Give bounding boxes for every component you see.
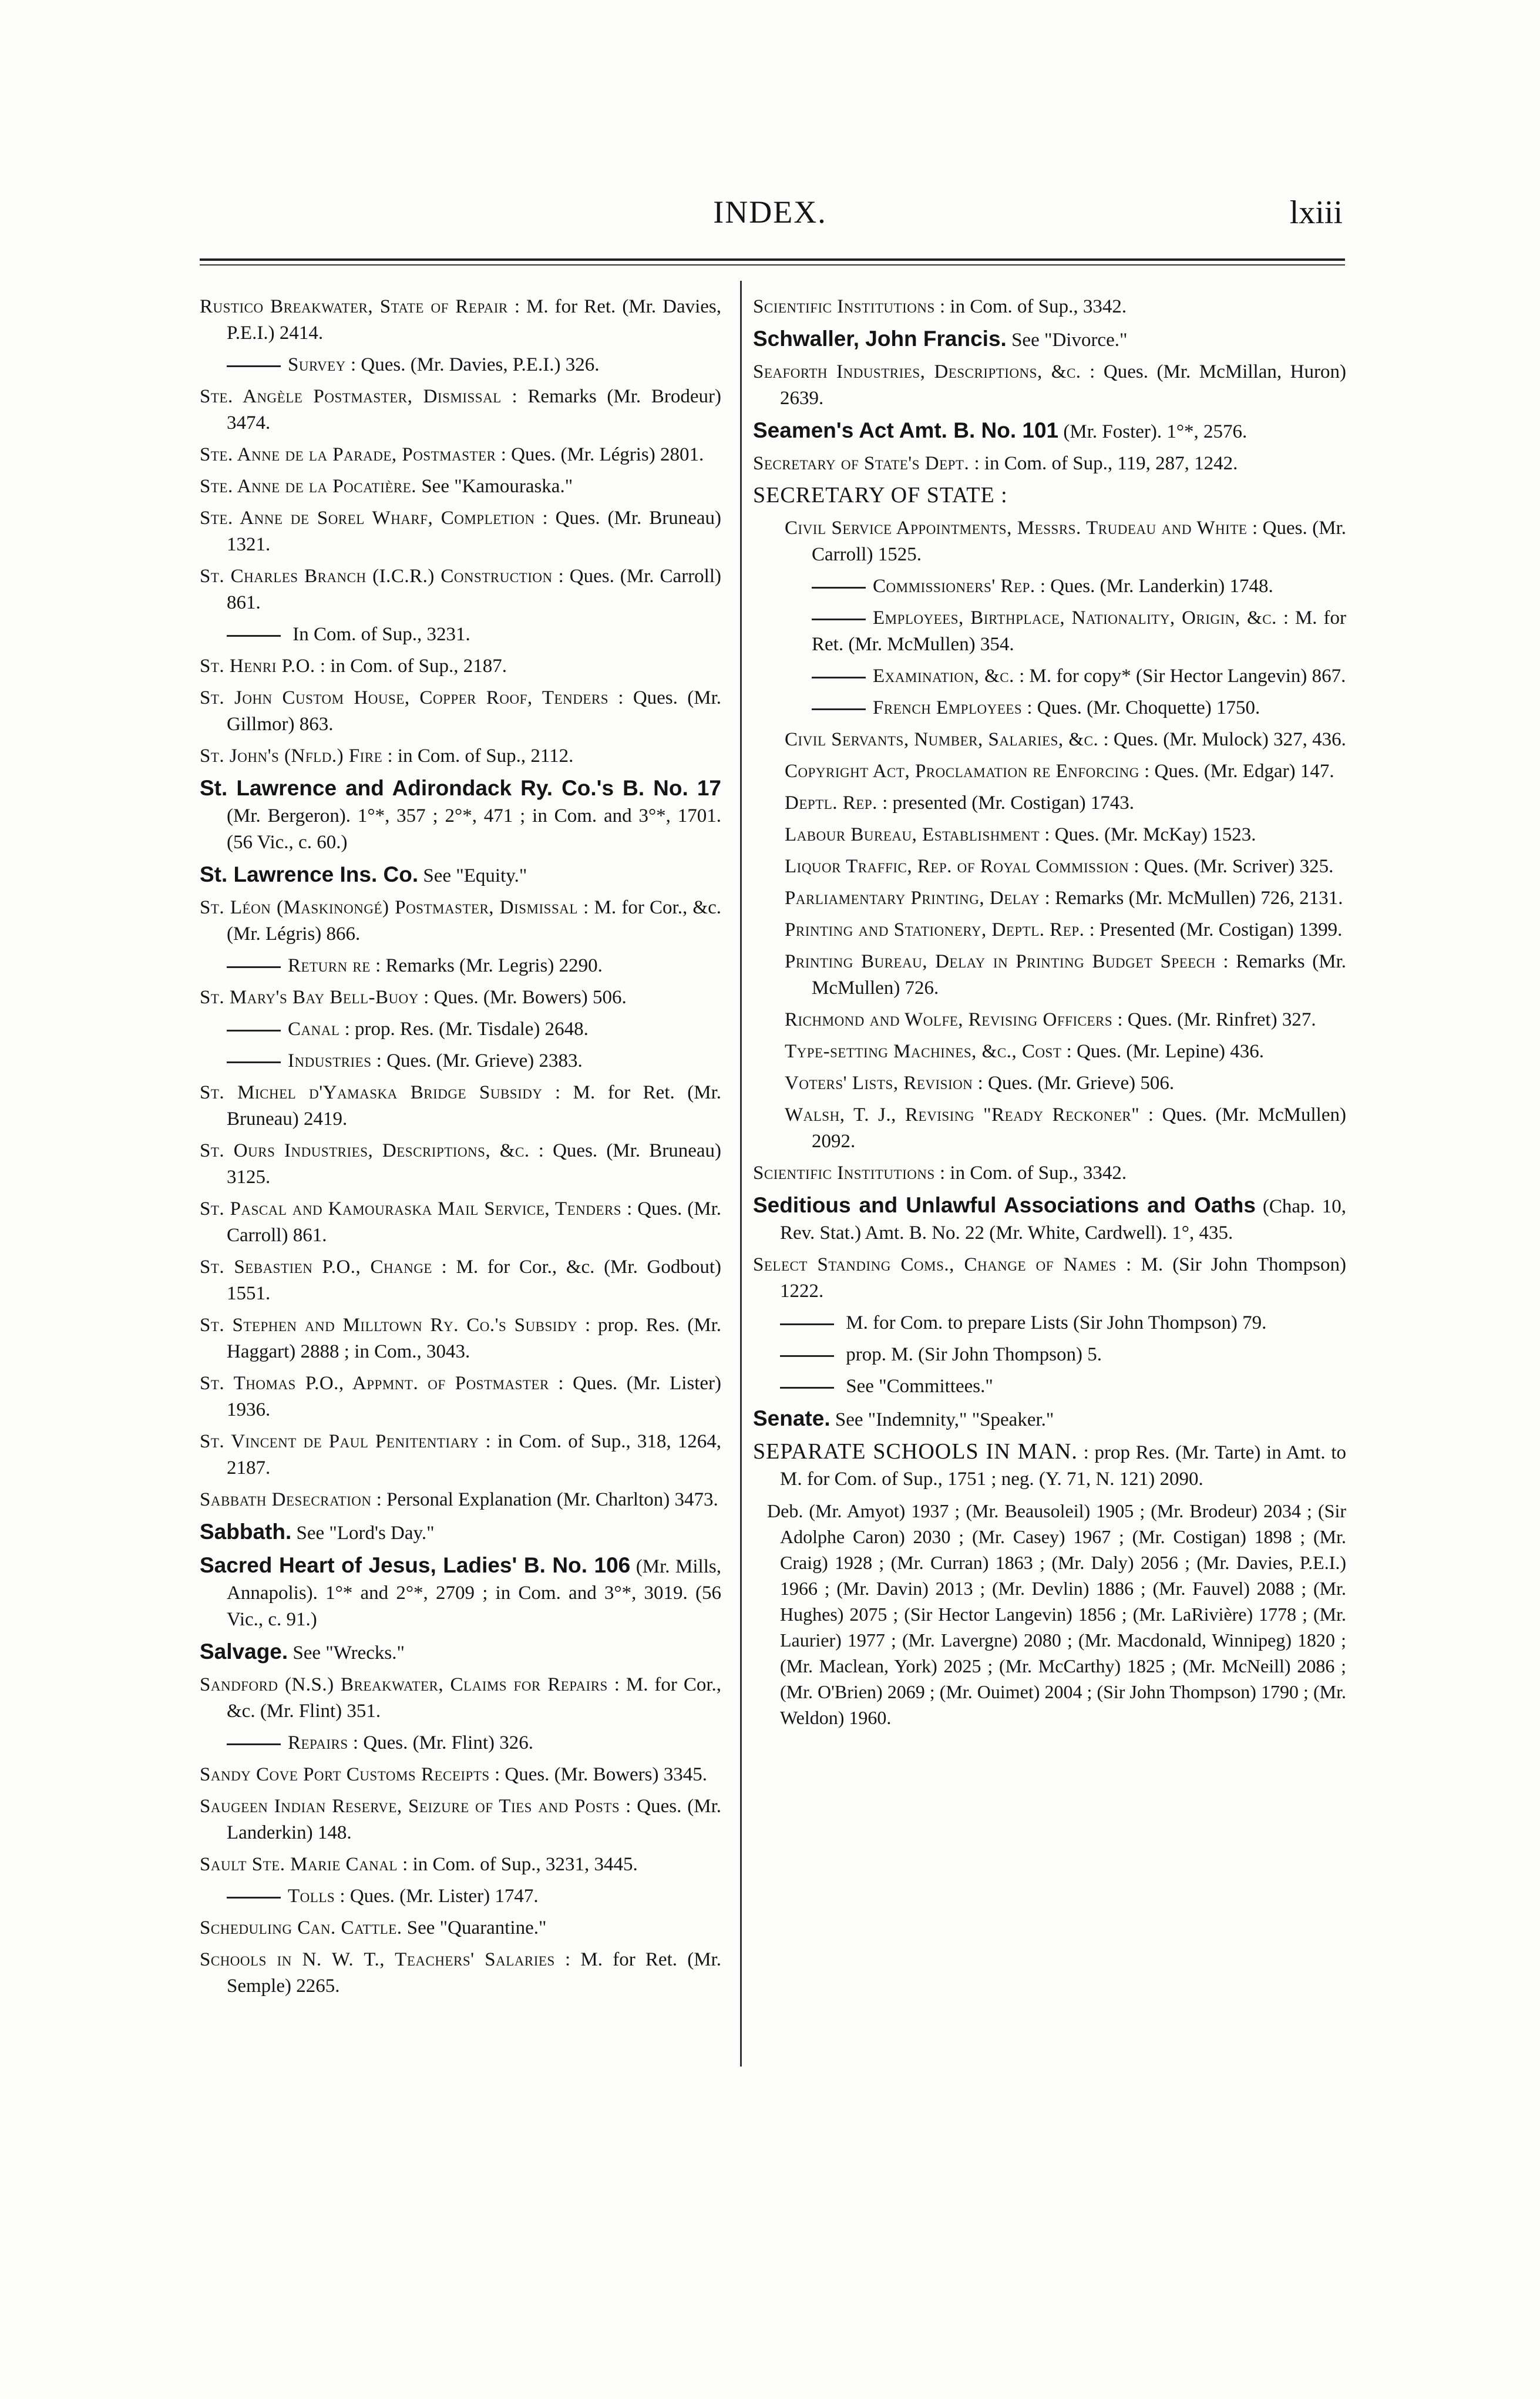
ditto-dash (812, 619, 866, 620)
entry-text: : in Com. of Sup., 3342. (934, 1162, 1127, 1184)
entry-text: : Ques. (Mr. Edgar) 147. (1139, 761, 1334, 782)
index-entry (753, 1252, 1346, 1305)
entry-heading: SECRETARY OF STATE : (753, 483, 1008, 508)
entry-text: : M. for Cor., &c. (Mr. Flint) 351. (227, 1674, 722, 1722)
entry-text: (Mr. Bergeron). 1°*, 357 ; 2°*, 471 ; in Com. and 3°*, 1701. (56 Vic., c. 60.) (227, 805, 721, 853)
entry-text: : M. for Ret. (Mr. McMullen) 354. (812, 607, 1346, 655)
index-entry (200, 1852, 721, 1878)
index-entry (200, 685, 721, 738)
entry-heading: Sacred Heart of Jesus, Ladies' B. No. 106 (200, 1553, 631, 1577)
index-entry (200, 1947, 721, 2000)
index-entry (753, 790, 1346, 817)
header-rule-thick (200, 258, 1345, 261)
entry-text: : prop. Res. (Mr. Haggart) 2888 ; in Com., 3043. (227, 1315, 721, 1362)
entry-text: (Chap. 10, Rev. Stat.) Amt. B. No. 22 (Mr. White, Cardwell). 1°, 435. (780, 1196, 1346, 1244)
entry-text: (Mr. Mills, Annapolis). 1°* and 2°*, 2709 ; in Com. and 3°*, 3019. (56 Vic., c. 91.) (227, 1556, 721, 1630)
index-entry (753, 758, 1346, 785)
index-entry (753, 1373, 1346, 1400)
index-entry (200, 1080, 721, 1133)
entry-text: prop. M. (Sir John Thompson) 5. (841, 1344, 1102, 1365)
ditto-dash (780, 1355, 834, 1357)
ditto-dash (812, 587, 866, 589)
entry-text: : in Com. of Sup., 3342. (934, 296, 1127, 317)
index-entry (753, 451, 1346, 477)
entry-heading: Printing Bureau, Delay in Printing Budget Speech (785, 951, 1216, 972)
page-title: INDEX. (713, 194, 827, 230)
entry-text: See "Quarantine." (402, 1917, 547, 1938)
entry-heading: St. Ours Industries, Descriptions, &c. (200, 1140, 530, 1161)
entry-text: : Ques. (Mr. Bowers) 506. (418, 987, 627, 1008)
index-entry (200, 1883, 721, 1910)
index-entry (753, 949, 1346, 1002)
index-entry (200, 384, 721, 436)
entry-heading: St. Thomas P.O., Appmnt. of Postmaster (200, 1373, 549, 1394)
index-entry (753, 1070, 1346, 1097)
ditto-dash (812, 708, 866, 710)
entry-heading: Ste. Anne de Sorel Wharf, Completion (200, 508, 535, 529)
entry-text: In Com. of Sup., 3231. (288, 624, 470, 645)
index-entry (200, 985, 721, 1011)
entry-text: : Remarks (Mr. Brodeur) 3474. (227, 386, 722, 434)
entry-text: : Ques. (Mr. Carroll) 861. (227, 1198, 721, 1246)
entry-text: : Ques. (Mr. Bruneau) 3125. (227, 1140, 721, 1188)
index-entry (200, 1730, 721, 1756)
entry-text: : Ques. (Mr. Grieve) 2383. (371, 1050, 583, 1071)
index-entry (200, 1048, 721, 1074)
entry-text: : Ques. (Mr. McKay) 1523. (1040, 824, 1256, 845)
index-entry (753, 1160, 1346, 1187)
index-entry (200, 953, 721, 979)
entry-heading: Copyright Act, Proclamation re Enforcing (785, 761, 1139, 782)
entry-text: : Ques. (Mr. Légris) 2801. (496, 444, 704, 465)
entry-text: : Ques. (Mr. Bowers) 3345. (489, 1764, 707, 1785)
index-entry (200, 653, 721, 680)
ditto-dash (780, 1387, 834, 1389)
entry-heading: Scientific Institutions (753, 1162, 935, 1184)
entry-text: : Presented (Mr. Costigan) 1399. (1084, 919, 1343, 940)
entry-text: : Remarks (Mr. Legris) 2290. (370, 955, 603, 976)
entry-text: : prop Res. (Mr. Tarte) in Amt. to M. for Com. of Sup., 1751 ; neg. (Y. 71, N. 121) 2090. (780, 1442, 1347, 1490)
entry-text: : Ques. (Mr. Scriver) 325. (1129, 856, 1334, 877)
entry-heading: Sabbath. (200, 1520, 292, 1544)
index-entry (753, 822, 1346, 848)
entry-heading: Secretary of State's Dept. (753, 453, 970, 474)
entry-heading: Commissioners' Rep. (873, 576, 1035, 597)
entry-text: : in Com. of Sup., 2112. (382, 745, 574, 767)
entry-heading: Repairs (288, 1732, 348, 1753)
entry-text: : Ques. (Mr. Lepine) 436. (1061, 1041, 1265, 1062)
ditto-dash (812, 677, 866, 678)
entry-heading: Voters' Lists, Revision (785, 1073, 973, 1094)
entry-heading: St. Sebastien P.O., Change (200, 1256, 432, 1278)
ditto-dash (227, 1897, 281, 1899)
index-entry (200, 1429, 721, 1481)
entry-heading: St. John Custom House, Copper Roof, Tenders (200, 687, 608, 708)
entry-heading: Seamen's Act Amt. B. No. 101 (753, 418, 1059, 442)
entry-heading: Schwaller, John Francis. (753, 327, 1007, 351)
ditto-dash (227, 1030, 281, 1031)
entry-heading: St. Mary's Bay Bell-Buoy (200, 987, 419, 1008)
entry-heading: St. Vincent de Paul Penitentiary (200, 1431, 479, 1452)
entry-text: See "Equity." (418, 865, 527, 886)
entry-text: : prop. Res. (Mr. Tisdale) 2648. (339, 1019, 589, 1040)
entry-heading: Tolls (288, 1886, 335, 1907)
entry-text: : Ques. (Mr. McMullen) 2092. (812, 1104, 1346, 1152)
header-rule-thin (200, 264, 1345, 266)
entry-text: See "Kamouraska." (416, 476, 573, 497)
entry-heading: Sault Ste. Marie Canal (200, 1854, 398, 1875)
index-entry (753, 727, 1346, 753)
index-entry (200, 1312, 721, 1365)
entry-heading: Printing and Stationery, Deptl. Rep. (785, 919, 1085, 940)
entry-heading: Sandford (N.S.) Breakwater, Claims for Repairs (200, 1674, 608, 1695)
entry-heading: Scientific Institutions (753, 296, 935, 317)
entry-heading: Select Standing Coms., Change of Names (753, 1254, 1117, 1275)
entry-text: : M. for Cor., &c. (Mr. Légris) 866. (227, 897, 721, 945)
index-entry (200, 473, 721, 500)
entry-heading: Examination, &c. (873, 666, 1014, 687)
entry-text: : Ques. (Mr. Grieve) 506. (973, 1073, 1175, 1094)
index-entry (753, 515, 1346, 568)
entry-heading: St. Lawrence and Adirondack Ry. Co.'s B. No. 17 (200, 776, 721, 800)
entry-text: : Ques. (Mr. Lister) 1936. (227, 1373, 722, 1420)
index-entry (753, 695, 1346, 721)
entry-text: : Ques. (Mr. Choquette) 1750. (1022, 697, 1260, 718)
entry-heading: Seaforth Industries, Descriptions, &c. (753, 361, 1081, 382)
entry-heading: Ste. Anne de la Parade, Postmaster (200, 444, 496, 465)
index-entry (200, 1672, 721, 1725)
page-number: lxiii (1289, 194, 1343, 231)
index-entry (753, 1439, 1346, 1493)
ditto-dash (227, 1061, 281, 1063)
entry-text: : M. for Ret. (Mr. Bruneau) 2419. (227, 1082, 721, 1130)
entry-text: : Ques. (Mr. Gillmor) 863. (227, 687, 721, 735)
right-column (753, 294, 1346, 1731)
index-entry (200, 1370, 721, 1423)
entry-heading: Labour Bureau, Establishment (785, 824, 1040, 845)
index-entry (200, 1762, 721, 1788)
entry-heading: St. John's (Nfld.) Fire (200, 745, 383, 767)
index-entry (200, 775, 721, 856)
entry-heading: Industries (288, 1050, 372, 1071)
entry-heading: Richmond and Wolfe, Revising Officers (785, 1009, 1113, 1030)
entry-text: M. for Com. to prepare Lists (Sir John Thompson) 79. (841, 1312, 1267, 1333)
index-entry (200, 442, 721, 468)
index-entry (753, 917, 1346, 943)
entry-heading: Rustico Breakwater, State of Repair (200, 296, 508, 317)
index-entry (753, 663, 1346, 690)
entry-heading: Deptl. Rep. (785, 792, 877, 814)
entry-text: See "Committees." (841, 1376, 993, 1397)
entry-heading: St. Michel d'Yamaska Bridge Subsidy (200, 1082, 543, 1103)
index-entry (200, 1138, 721, 1191)
entry-text: See "Lord's Day." (291, 1523, 435, 1544)
index-entry (200, 1016, 721, 1043)
index-entry (200, 505, 721, 558)
index-entry (753, 1102, 1346, 1155)
entry-text: See "Divorce." (1006, 330, 1128, 351)
index-entry (200, 1638, 721, 1666)
ditto-dash (227, 966, 281, 968)
entry-heading: Ste. Angèle Postmaster, Dismissal (200, 386, 502, 407)
index-entry (200, 1793, 721, 1846)
entry-heading: SEPARATE SCHOOLS IN MAN. (753, 1439, 1078, 1464)
index-entry (753, 605, 1346, 658)
index-entry (753, 573, 1346, 600)
ditto-dash (780, 1323, 834, 1325)
entry-heading: St. Lawrence Ins. Co. (200, 862, 419, 886)
index-entry (200, 352, 721, 378)
index-entry (200, 294, 721, 347)
entry-text: : Ques. (Mr. Lister) 1747. (335, 1886, 539, 1907)
left-column (200, 294, 721, 2005)
entry-heading: Civil Servants, Number, Salaries, &c. (785, 729, 1099, 750)
entry-text: : in Com. of Sup., 318, 1264, 2187. (227, 1431, 721, 1479)
entry-text: : Ques. (Mr. Landerkin) 1748. (1035, 576, 1273, 597)
index-entry (200, 563, 721, 616)
entry-heading: Sandy Cove Port Customs Receipts (200, 1764, 490, 1785)
entry-heading: St. Léon (Maskinongé) Postmaster, Dismissal (200, 897, 578, 918)
entry-heading: St. Pascal and Kamouraska Mail Service, Tenders (200, 1198, 622, 1219)
entry-text: See "Indemnity," "Speaker." (830, 1409, 1054, 1430)
entry-heading: Employees, Birthplace, Nationality, Origin, &c. (873, 607, 1277, 629)
entry-text: : M. (Sir John Thompson) 1222. (780, 1254, 1346, 1302)
ditto-dash (227, 1743, 281, 1745)
index-entry (753, 325, 1346, 354)
index-entry (753, 1498, 1346, 1731)
ditto-dash (227, 635, 281, 637)
entry-text: : Ques. (Mr. Landerkin) 148. (227, 1796, 721, 1843)
entry-heading: St. Charles Branch (I.C.R.) Construction (200, 566, 553, 587)
entry-text: : Ques. (Mr. Bruneau) 1321. (227, 508, 721, 555)
entry-text: : M. for Cor., &c. (Mr. Godbout) 1551. (227, 1256, 721, 1304)
entry-heading: St. Stephen and Milltown Ry. Co.'s Subsidy (200, 1315, 578, 1336)
entry-text: (Mr. Foster). 1°*, 2576. (1058, 421, 1248, 442)
index-entry (753, 1405, 1346, 1433)
entry-heading: Survey (288, 354, 346, 375)
column-divider (740, 281, 742, 2067)
entry-text: : M. for Ret. (Mr. Semple) 2265. (227, 1949, 721, 1997)
entry-heading: Scheduling Can. Cattle. (200, 1917, 402, 1938)
index-entry (200, 1518, 721, 1547)
entry-heading: Parliamentary Printing, Delay (785, 888, 1040, 909)
index-entry (200, 895, 721, 947)
index-entry (753, 1007, 1346, 1033)
index-entry (753, 482, 1346, 510)
entry-heading: St. Henri P.O. (200, 656, 315, 677)
entry-heading: Senate. (753, 1406, 830, 1430)
entry-heading: Return re (288, 955, 371, 976)
entry-text: : Ques. (Mr. McMillan, Huron) 2639. (780, 361, 1346, 409)
index-entry (200, 743, 721, 770)
index-entry (200, 861, 721, 889)
index-entry (200, 1915, 721, 1941)
index-entry (200, 1552, 721, 1633)
index-entry (753, 854, 1346, 880)
entry-heading: Seditious and Unlawful Associations and Oaths (753, 1193, 1256, 1217)
entry-text: : Ques. (Mr. Carroll) 1525. (812, 518, 1346, 565)
entry-heading: Salvage. (200, 1639, 288, 1664)
entry-text: : presented (Mr. Costigan) 1743. (877, 792, 1135, 814)
entry-text: : M. for copy* (Sir Hector Langevin) 867. (1014, 666, 1346, 687)
entry-heading: Type-setting Machines, &c., Cost (785, 1041, 1062, 1062)
entry-heading: Deb. (767, 1500, 803, 1521)
index-entry (200, 1254, 721, 1307)
index-entry (753, 359, 1346, 412)
entry-text: : in Com. of Sup., 3231, 3445. (397, 1854, 638, 1875)
entry-text: : Ques. (Mr. Davies, P.E.I.) 326. (345, 354, 600, 375)
entry-text: : in Com. of Sup., 2187. (315, 656, 507, 677)
index-entry (753, 1342, 1346, 1368)
index-entry (753, 294, 1346, 320)
index-entry (753, 417, 1346, 445)
entry-heading: Ste. Anne de la Pocatière. (200, 476, 417, 497)
entry-heading: Sabbath Desecration (200, 1489, 372, 1510)
page-header (0, 194, 1540, 241)
index-entry (753, 1310, 1346, 1336)
entry-text: : Ques. (Mr. Flint) 326. (348, 1732, 533, 1753)
entry-text: : Remarks (Mr. McMullen) 726, 2131. (1040, 888, 1343, 909)
index-entry (753, 1192, 1346, 1246)
index-entry (200, 1196, 721, 1249)
ditto-dash (227, 365, 281, 367)
entry-text: See "Wrecks." (288, 1642, 405, 1664)
entry-text: : in Com. of Sup., 119, 287, 1242. (969, 453, 1238, 474)
entry-text: : Personal Explanation (Mr. Charlton) 3473. (371, 1489, 718, 1510)
entry-text: : Ques. (Mr. Mulock) 327, 436. (1098, 729, 1346, 750)
entry-heading: French Employees (873, 697, 1023, 718)
index-entry (200, 621, 721, 648)
entry-text: : Remarks (Mr. McMullen) 726. (812, 951, 1346, 999)
entry-text: : Ques. (Mr. Rinfret) 327. (1112, 1009, 1316, 1030)
index-entry (753, 1039, 1346, 1065)
entry-heading: Canal (288, 1019, 340, 1040)
entry-heading: Schools in N. W. T., Teachers' Salaries (200, 1949, 555, 1970)
index-entry (200, 1487, 721, 1513)
entry-text: : M. for Ret. (Mr. Davies, P.E.I.) 2414. (227, 296, 721, 344)
index-entry (753, 885, 1346, 912)
entry-text: (Mr. Amyot) 1937 ; (Mr. Beausoleil) 1905 ; (Mr. Brodeur) 2034 ; (Sir Adolphe Caron) 2030 ; (Mr. Casey) 1967 ; (Mr. Costigan) 1898 ; (Mr. Craig) 1928 ; (Mr. Curran) 1863 ; (Mr. Daly) 2056 ; (Mr. Davies, P.E.I.) 1966 ; (Mr. Davin) 2013 ; (Mr. Devlin) 1886 ; (Mr. Fauvel) 2088 ; (Mr. Hughes) 2075 ; (Sir Hector Langevin) 1856 ; (Mr. LaRivière) 1778 ; (Mr. Laurier) 1977 ; (Mr. Lavergne) 2080 ; (Mr. Macdonald, Winnipeg) 1820 ; (Mr. Maclean, York) 2025 ; (Mr. McCarthy) 1825 ; (Mr. McNeill) 2086 ; (Mr. O'Brien) 2069 ; (Mr. Ouimet) 2004 ; (Sir John Thompson) 1790 ; (Mr. Weldon) 1960. (780, 1500, 1346, 1728)
entry-heading: Liquor Traffic, Rep. of Royal Commission (785, 856, 1129, 877)
entry-heading: Walsh, T. J., Revising "Ready Reckoner" (785, 1104, 1140, 1125)
entry-heading: Civil Service Appointments, Messrs. Trudeau and White (785, 518, 1248, 539)
entry-heading: Saugeen Indian Reserve, Seizure of Ties and Posts (200, 1796, 620, 1817)
entry-text: : Ques. (Mr. Carroll) 861. (227, 566, 721, 613)
